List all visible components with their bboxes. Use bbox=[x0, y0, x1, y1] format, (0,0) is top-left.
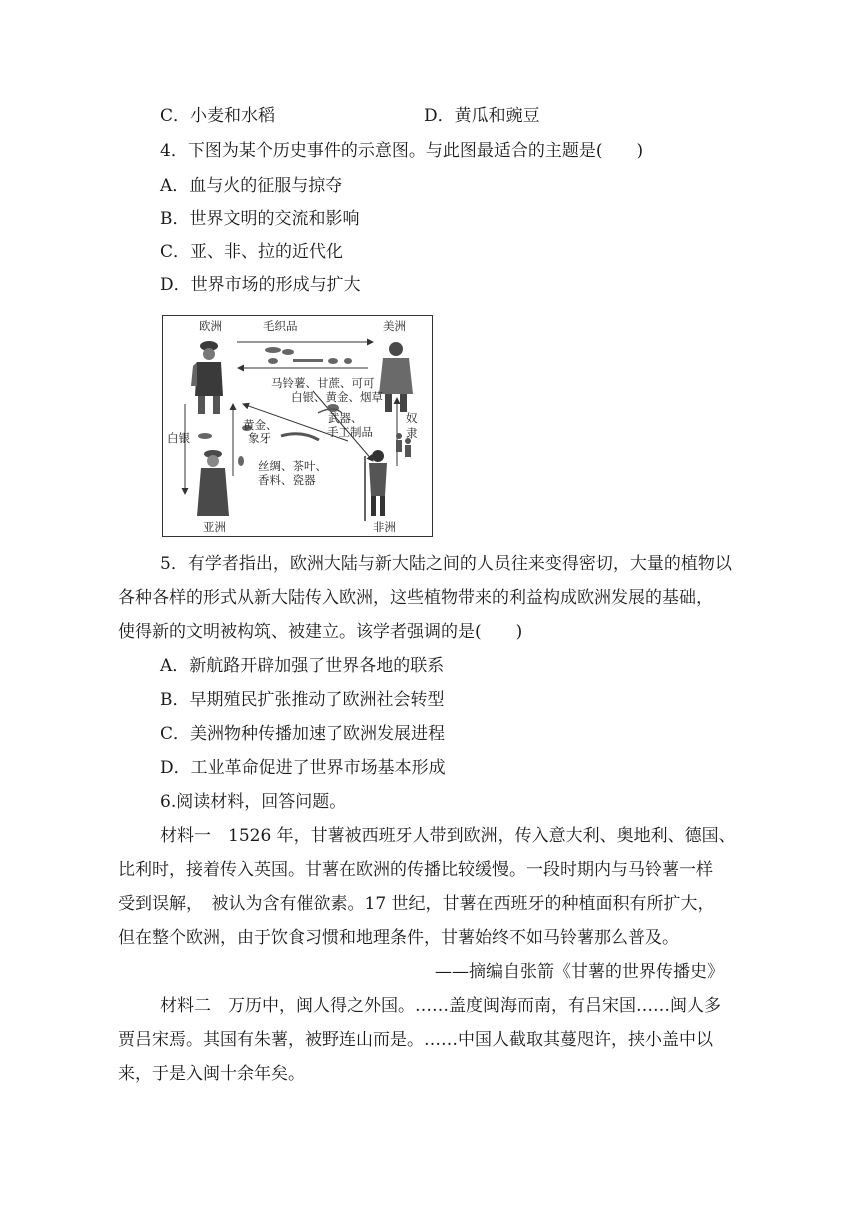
q4-option-d: D．世界市场的形成与扩大 bbox=[160, 275, 361, 295]
label-africa: 非洲 bbox=[373, 520, 396, 534]
label-asia: 亚洲 bbox=[203, 520, 226, 534]
q4-stem: 4．下图为某个历史事件的示意图。与此图最适合的主题是( ) bbox=[160, 141, 644, 161]
q3-option-d: D．黄瓜和豌豆 bbox=[424, 106, 540, 126]
q5-stem-line-2: 各种各样的形式从新大陆传入欧洲，这些植物带来的利益构成欧洲发展的基础， bbox=[118, 588, 713, 608]
label-woolens: 毛织品 bbox=[263, 319, 298, 333]
africa-figure bbox=[365, 450, 387, 521]
label-handicrafts: 手工制品 bbox=[327, 425, 373, 439]
q3-option-c: C．小麦和水稻 bbox=[160, 106, 276, 126]
q6-material-1-line-3: 受到误解， 被认为含有催欲素。17 世纪，甘薯在西班牙的种植面积有所扩大， bbox=[118, 894, 715, 914]
q5-stem-line-3: 使得新的文明被构筑、被建立。该学者强调的是( ) bbox=[118, 622, 523, 642]
label-america: 美洲 bbox=[383, 319, 406, 333]
label-slaves: 奴隶 bbox=[406, 411, 418, 440]
q5-stem-line-1: 5．有学者指出，欧洲大陆与新大陆之间的人员往来变得密切，大量的植物以 bbox=[160, 554, 732, 574]
q6-material-2-line-1: 材料二 万历中，闽人得之外国。……盖度闽海而南，有吕宋国……闽人多 bbox=[160, 996, 721, 1016]
q6-material-1-line-4: 但在整个欧洲，由于饮食习惯和地理条件，甘薯始终不如马铃薯那么普及。 bbox=[118, 928, 679, 948]
asia-figure bbox=[197, 450, 229, 516]
q6-stem: 6.阅读材料，回答问题。 bbox=[160, 792, 347, 812]
label-europe: 欧洲 bbox=[199, 319, 222, 333]
label-weapons: 武器、 bbox=[328, 411, 363, 425]
q4-option-c: C．亚、非、拉的近代化 bbox=[160, 242, 344, 262]
europe-figure bbox=[191, 341, 223, 414]
q6-material-1-line-2: 比利时，接着传入英国。甘薯在欧洲的传播比较缓慢。一段时期内与马铃薯一样 bbox=[118, 860, 713, 880]
label-ivory: 象牙 bbox=[248, 431, 271, 445]
label-america-goods-2: 白银、黄金、烟草 bbox=[291, 390, 383, 404]
q5-option-d: D．工业革命促进了世界市场基本形成 bbox=[160, 758, 446, 778]
america-figure bbox=[379, 342, 413, 412]
label-gold: 黄金、 bbox=[243, 418, 278, 432]
q6-material-2-line-2: 贾吕宋焉。其国有朱薯，被野连山而是。……中国人截取其蔓咫许，挟小盖中以 bbox=[118, 1030, 713, 1050]
label-silver: 白银 bbox=[167, 431, 190, 445]
trade-diagram-drawing bbox=[163, 316, 432, 536]
label-america-goods-1: 马铃薯、甘蔗、可可 bbox=[271, 376, 375, 390]
q4-option-a: A．血与火的征服与掠夺 bbox=[160, 176, 343, 196]
q5-option-b: B．早期殖民扩张推动了欧洲社会转型 bbox=[160, 690, 445, 710]
q5-option-c: C．美洲物种传播加速了欧洲发展进程 bbox=[160, 724, 446, 744]
label-asia-goods-1: 丝绸、茶叶、 bbox=[258, 459, 327, 473]
q4-option-b: B．世界文明的交流和影响 bbox=[160, 209, 360, 229]
q6-material-1-source: ——摘编自张箭《甘薯的世界传播史》 bbox=[435, 962, 724, 982]
q6-material-1-line-1: 材料一 1526 年，甘薯被西班牙人带到欧洲，传入意大利、奥地利、德国、 bbox=[160, 826, 736, 846]
label-asia-goods-2: 香料、瓷器 bbox=[258, 473, 316, 487]
trade-diagram bbox=[162, 315, 433, 537]
q6-material-2-line-3: 来，于是入闽十余年矣。 bbox=[118, 1064, 305, 1084]
q5-option-a: A．新航路开辟加强了世界各地的联系 bbox=[160, 656, 445, 676]
